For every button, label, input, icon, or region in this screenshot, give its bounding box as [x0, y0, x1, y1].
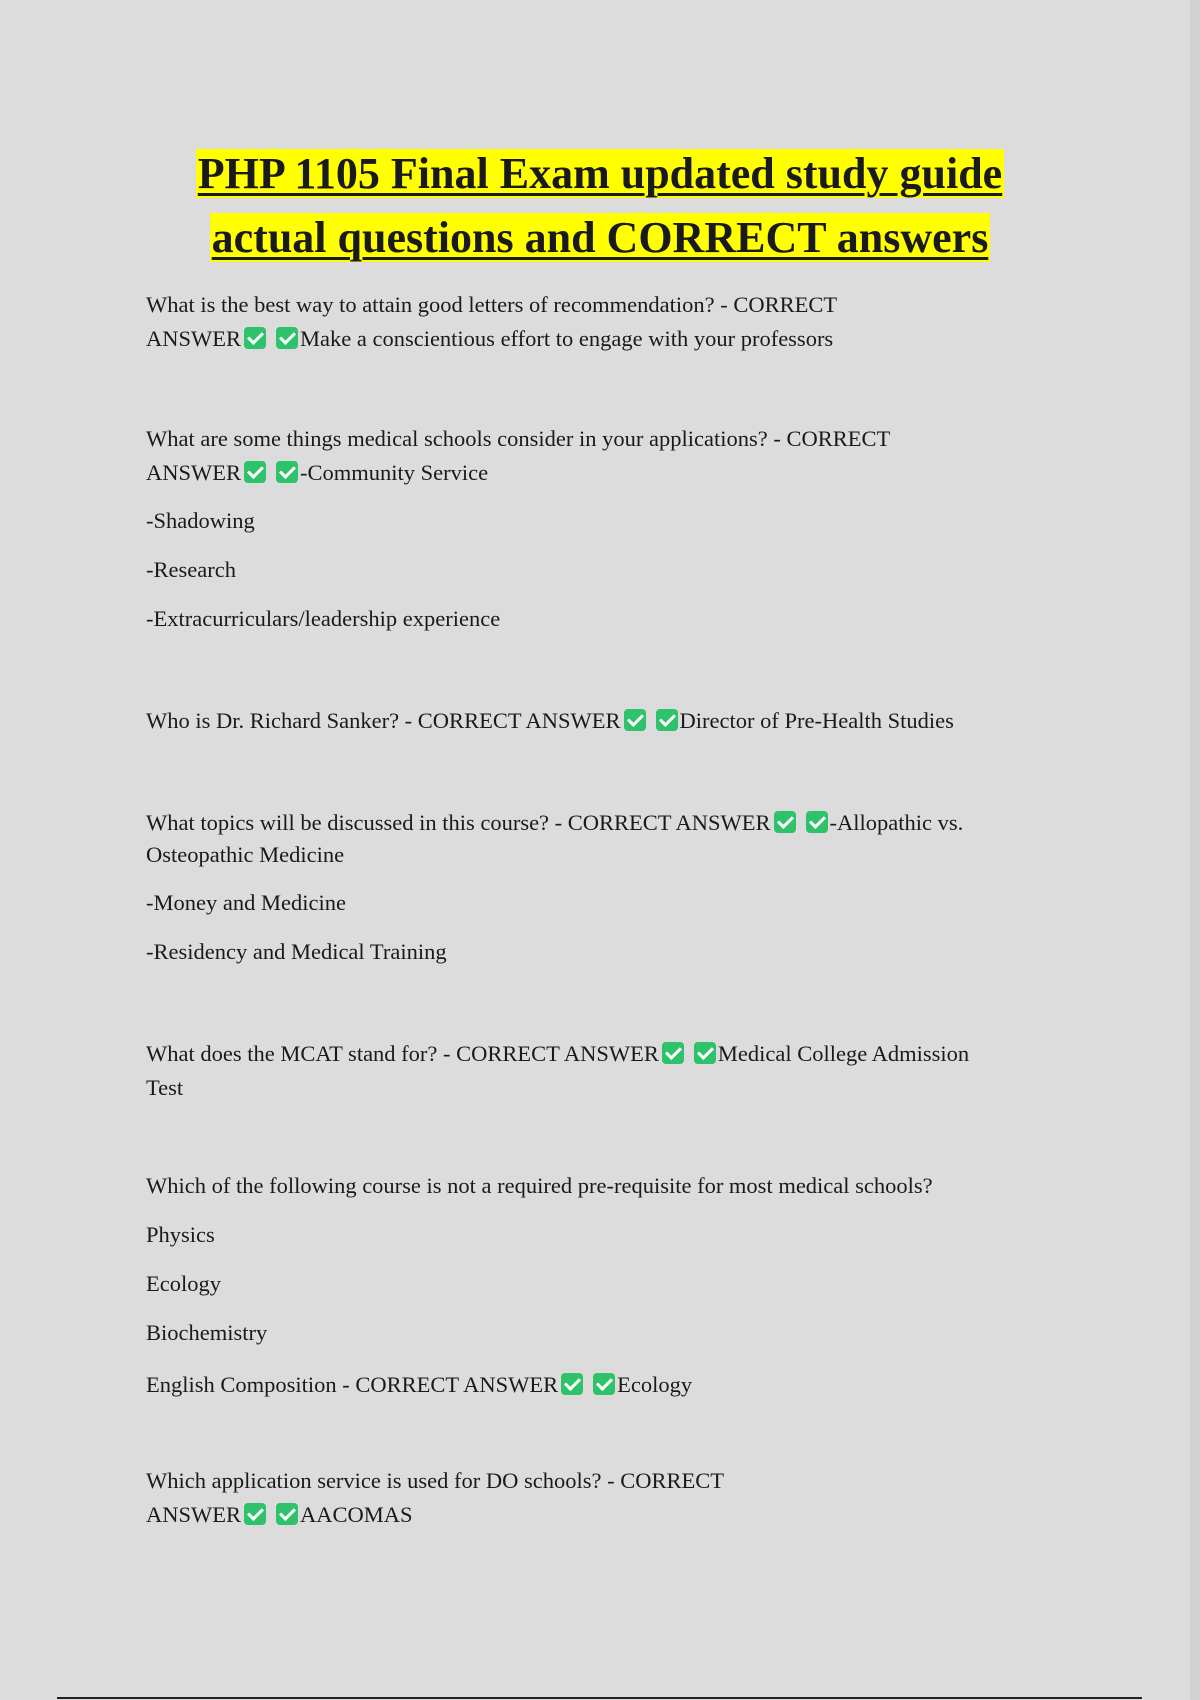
question-text: Which application service is used for DO schools? - CORRECT ANSWER AACOMAS: [146, 1468, 725, 1527]
answer-text: AACOMAS: [300, 1502, 413, 1527]
check-icon: [662, 1042, 684, 1064]
check-icon: [244, 327, 266, 349]
document-title: [100, 142, 1100, 270]
qa-block-6: [146, 1169, 1046, 1402]
question-text: What topics will be discussed in this course? - CORRECT ANSWER -Allopathic vs. Osteopathic Medicine: [146, 810, 964, 867]
answer-text: Director of Pre-Health Studies: [679, 708, 954, 733]
answer-text: -Allopathic vs.: [829, 810, 964, 835]
answer-item: -Shadowing: [146, 508, 255, 533]
check-icon: [694, 1042, 716, 1064]
title-line-1: PHP 1105 Final Exam updated study guide: [197, 149, 1003, 198]
option-item: Biochemistry: [146, 1320, 268, 1345]
qa-block-7: [146, 1464, 1046, 1532]
check-icon: [276, 1503, 298, 1525]
question-text: What are some things medical schools consider in your applications? - CORRECT ANSWER -Community Service: [146, 426, 891, 485]
check-icon: [656, 709, 678, 731]
answer-text: Ecology: [617, 1372, 693, 1397]
question-text: Which of the following course is not a required pre-requisite for most medical schools?: [146, 1173, 933, 1198]
check-icon: [276, 461, 298, 483]
check-icon: [774, 811, 796, 833]
page-edge-shade: [1190, 0, 1200, 1700]
qa-block-1: [146, 288, 1046, 356]
qa-block-3: [146, 704, 1046, 738]
answer-item: -Money and Medicine: [146, 890, 346, 915]
page-bottom-rule: [57, 1697, 1142, 1699]
check-icon: [806, 811, 828, 833]
option-item: Ecology: [146, 1271, 221, 1296]
answer-item: -Residency and Medical Training: [146, 939, 447, 964]
question-text: What is the best way to attain good letters of recommendation? - CORRECT ANSWER Make a conscientious effort to engage with your professors: [146, 292, 838, 351]
qa-block-4: [146, 807, 1046, 969]
answer-text: Make a conscientious effort to engage with your professors: [300, 326, 834, 351]
last-option-with-answer: English Composition - CORRECT ANSWER Ecology: [146, 1372, 693, 1397]
check-icon: [561, 1373, 583, 1395]
check-icon: [624, 709, 646, 731]
answer-item: -Research: [146, 557, 236, 582]
answer-text-continued: Test: [146, 1075, 184, 1100]
qa-block-2: [146, 422, 1046, 636]
question-text: Who is Dr. Richard Sanker? - CORRECT ANSWER Director of Pre-Health Studies: [146, 708, 954, 733]
answer-text: -Community Service: [300, 460, 489, 485]
answer-item: -Extracurriculars/leadership experience: [146, 606, 501, 631]
question-text: What does the MCAT stand for? - CORRECT ANSWER Medical College Admission Test: [146, 1041, 970, 1100]
check-icon: [276, 327, 298, 349]
answer-text-continued: Osteopathic Medicine: [146, 842, 345, 867]
check-icon: [593, 1373, 615, 1395]
option-item: Physics: [146, 1222, 215, 1247]
title-line-2: actual questions and CORRECT answers: [211, 213, 989, 262]
qa-block-5: [146, 1037, 1046, 1105]
answer-text: Medical College Admission: [717, 1041, 970, 1066]
check-icon: [244, 1503, 266, 1525]
check-icon: [244, 461, 266, 483]
